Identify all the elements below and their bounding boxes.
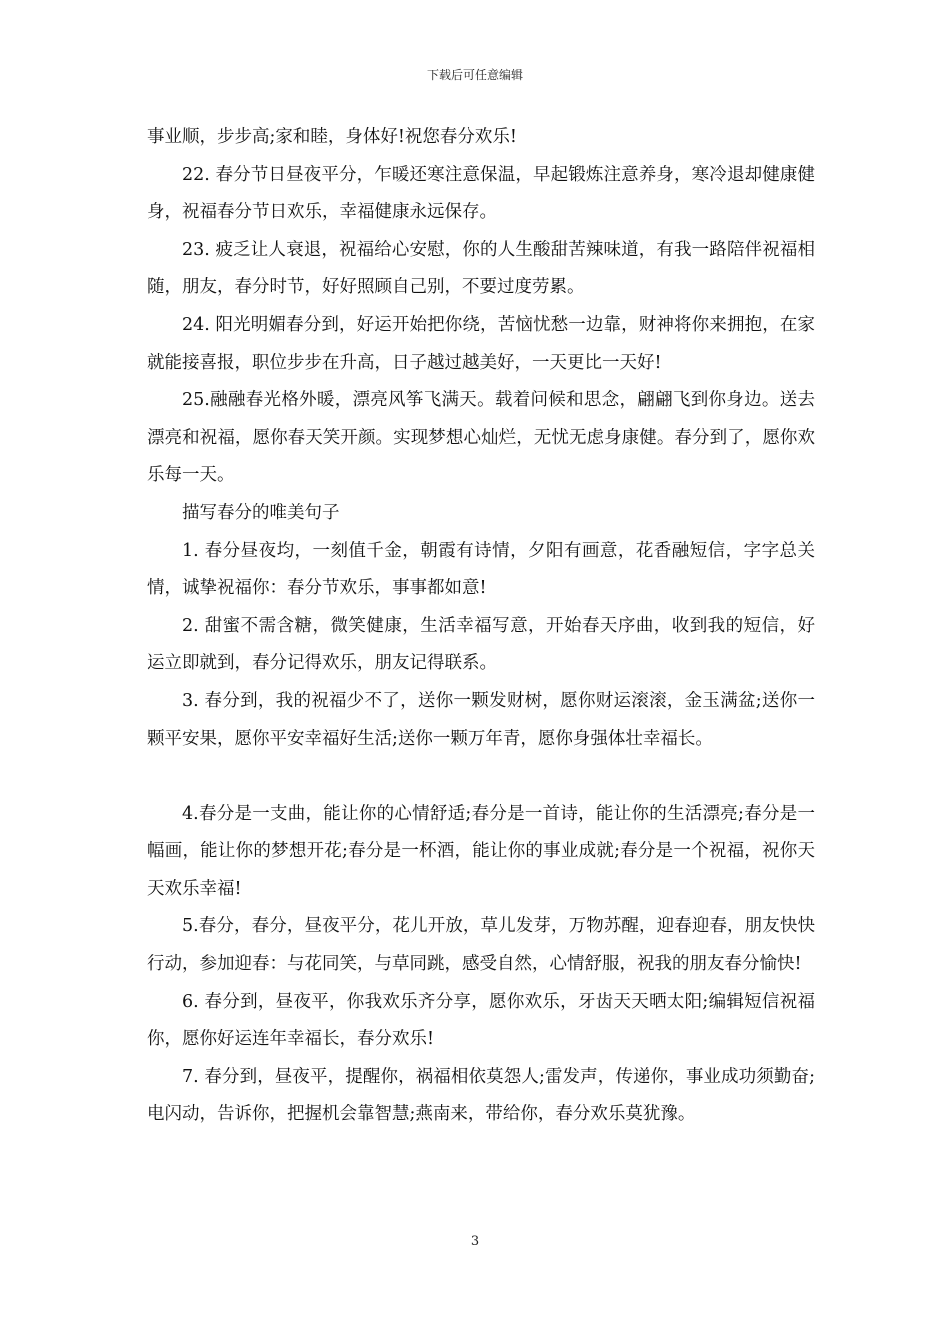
paragraph: 6. 春分到，昼夜平，你我欢乐齐分享，愿你欢乐，牙齿天天晒太阳;编辑短信祝福你，愿你好运连年幸福长，春分欢乐! <box>147 991 815 1050</box>
paragraph: 3. 春分到，我的祝福少不了，送你一颗发财树，愿你财运滚滚，金玉满盆;送你一颗平安果，愿你平安幸福好生活;送你一颗万年青，愿你身强体壮幸福长。 <box>147 690 815 749</box>
paragraph: 1. 春分昼夜均，一刻值千金，朝霞有诗情，夕阳有画意，花香融短信，字字总关情，诚挚祝福你：春分节欢乐，事事都如意! <box>147 540 815 599</box>
paragraph: 25.融融春光格外暖，漂亮风筝飞满天。载着问候和思念，翩翩飞到你身边。送去漂亮和祝福，愿你春天笑开颜。实现梦想心灿烂，无忧无虑身康健。春分到了，愿你欢乐每一天。 <box>147 390 815 486</box>
section-heading: 描写春分的唯美句子 <box>182 502 340 523</box>
paragraph: 24. 阳光明媚春分到，好运开始把你绕，苦恼忧愁一边靠，财神将你来拥抱，在家就能接喜报，职位步步在升高，日子越过越美好，一天更比一天好! <box>147 314 815 373</box>
paragraph: 23. 疲乏让人衰退，祝福给心安慰，你的人生酸甜苦辣味道，有我一路陪伴祝福相随，朋友，春分时节，好好照顾自己别，不要过度劳累。 <box>147 239 815 298</box>
paragraph: 7. 春分到，昼夜平，提醒你，祸福相依莫怨人;雷发声，传递你，事业成功须勤奋;电闪动，告诉你，把握机会靠智慧;燕南来，带给你，春分欢乐莫犹豫。 <box>147 1066 815 1125</box>
paragraph: 4.春分是一支曲，能让你的心情舒适;春分是一首诗，能让你的生活漂亮;春分是一幅画，能让你的梦想开花;春分是一杯酒，能让你的事业成就;春分是一个祝福，祝你天天欢乐幸福! <box>147 803 815 899</box>
body-text <box>147 119 815 1134</box>
paragraph: 22. 春分节日昼夜平分，乍暖还寒注意保温，早起锻炼注意养身，寒冷退却健康健身，祝福春分节日欢乐，幸福健康永远保存。 <box>147 164 815 223</box>
paragraph: 事业顺，步步高;家和睦，身体好!祝您春分欢乐! <box>147 127 517 147</box>
paragraph: 5.春分，春分，昼夜平分，花儿开放，草儿发芽，万物苏醒，迎春迎春，朋友快快行动，参加迎春：与花同笑，与草同跳，感受自然，心情舒服，祝我的朋友春分愉快! <box>147 916 815 975</box>
page-number: 3 <box>470 1234 480 1249</box>
paragraph: 2. 甜蜜不需含糖，微笑健康，生活幸福写意，开始春天序曲，收到我的短信，好运立即就到，春分记得欢乐，朋友记得联系。 <box>147 615 815 674</box>
page-header: 下载后可任意编辑 <box>426 68 523 82</box>
